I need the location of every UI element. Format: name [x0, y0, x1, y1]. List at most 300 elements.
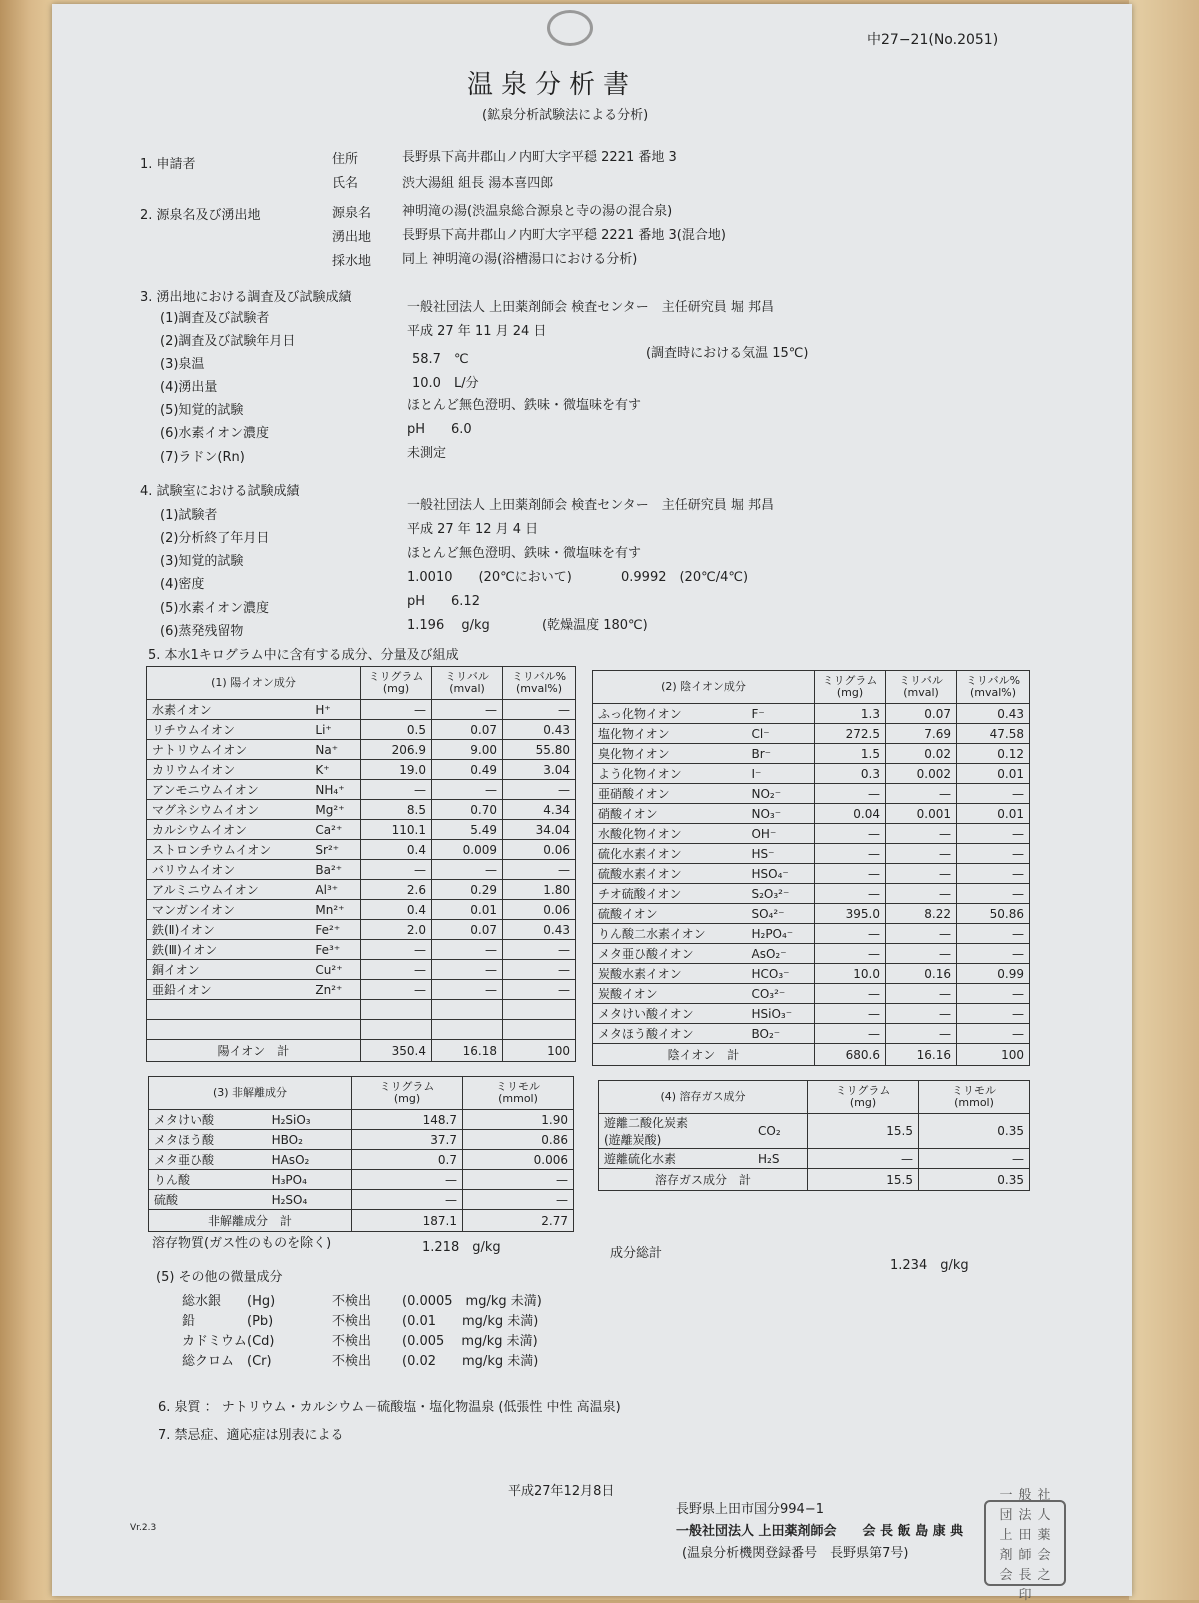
s3-item-key: (1)調査及び試験者 [160, 311, 270, 326]
anion-row-symbol: H₂PO₄⁻ [746, 924, 814, 944]
anion-row-value: — [815, 824, 886, 844]
nondiss-row-value: 37.7 [352, 1130, 463, 1150]
anion-total-mval: 16.16 [886, 1044, 957, 1066]
anion-row-value: 0.04 [815, 804, 886, 824]
nondiss-row [149, 1110, 574, 1130]
seal-character: 之 [1037, 1567, 1051, 1583]
anion-row-value: 50.86 [957, 904, 1030, 924]
anion-row-name: メタけい酸イオン [593, 1004, 747, 1024]
anion-row-value: 0.16 [886, 964, 957, 984]
section-3-label: 3. 湧出地における調査及び試験成績 [140, 290, 352, 305]
anion-row-value: — [886, 1004, 957, 1024]
anion-header-pct: ミリバル% (mval%) [957, 671, 1030, 704]
page-title: 温泉分析書 [467, 70, 638, 100]
nondiss-row-name: メタ亜ひ酸 [149, 1150, 267, 1170]
nondiss-row-symbol: H₃PO₄ [267, 1170, 352, 1190]
cation-row-symbol: Cu²⁺ [310, 960, 360, 980]
anion-row-value: 0.3 [815, 764, 886, 784]
dissolved-gas-table [598, 1080, 1030, 1191]
nondiss-header-name: (3) 非解離成分 [149, 1077, 352, 1110]
cation-row-value: 8.5 [361, 800, 432, 820]
total-components-label: 成分総計 [610, 1246, 663, 1261]
empty-cell [147, 1020, 311, 1040]
s3-item-key: (2)調査及び試験年月日 [160, 334, 296, 349]
nondiss-row-value: — [463, 1190, 574, 1210]
anion-row-value: — [815, 884, 886, 904]
s4-item-value: ほとんど無色澄明、鉄味・微塩味を有す [407, 546, 642, 561]
cation-row-value: — [432, 700, 503, 720]
cation-row-symbol: H⁺ [310, 700, 360, 720]
anion-row [593, 884, 1030, 904]
anion-row [593, 864, 1030, 884]
anion-row-value: — [886, 784, 957, 804]
seal-character: 印 [1018, 1587, 1032, 1603]
cation-row-value: 1.80 [503, 880, 576, 900]
trace-limit: (0.005 mg/kg 未満) [402, 1334, 538, 1349]
anion-row-value: — [957, 984, 1030, 1004]
cation-row-value: — [432, 980, 503, 1000]
s3-item-key: (5)知覚的試験 [160, 403, 244, 418]
nondiss-row-name: メタほう酸 [149, 1130, 267, 1150]
nondiss-row-symbol: H₂SO₄ [267, 1190, 352, 1210]
trace-element-symbol: (Cr) [247, 1354, 272, 1369]
cation-row-value: — [503, 700, 576, 720]
gas-row [599, 1114, 1030, 1149]
cation-row-value: 9.00 [432, 740, 503, 760]
s1-address-value: 長野県下高井郡山ノ内町大字平穏 2221 番地 3 [402, 150, 677, 165]
issue-date: 平成27年12月8日 [508, 1484, 615, 1499]
cation-total-mg: 350.4 [361, 1040, 432, 1062]
nondiss-total-label: 非解離成分 計 [149, 1210, 352, 1232]
anion-row-name: チオ硫酸イオン [593, 884, 747, 904]
anion-row [593, 924, 1030, 944]
s4-item-key: (1)試験者 [160, 508, 218, 523]
anion-row-value: — [815, 984, 886, 1004]
cation-row-symbol: K⁺ [310, 760, 360, 780]
anion-row [593, 764, 1030, 784]
cation-row-value: — [503, 860, 576, 880]
anion-row-name: 硝酸イオン [593, 804, 747, 824]
nondiss-row-name: 硫酸 [149, 1190, 267, 1210]
cation-row-value: — [503, 960, 576, 980]
cation-row-value: 3.04 [503, 760, 576, 780]
s4-item-key: (2)分析終了年月日 [160, 531, 270, 546]
anion-row [593, 944, 1030, 964]
anion-row-value: — [886, 944, 957, 964]
s4-item-key: (5)水素イオン濃度 [160, 601, 270, 616]
cation-row-value: — [361, 860, 432, 880]
nondiss-row [149, 1190, 574, 1210]
seal-character: 一 [999, 1487, 1013, 1503]
gas-row-value: 15.5 [808, 1114, 919, 1149]
cation-empty-row [147, 1020, 576, 1040]
trace-element-symbol: (Hg) [247, 1294, 276, 1309]
anion-row-name: メタ亜ひ酸イオン [593, 944, 747, 964]
gas-total-mg: 15.5 [808, 1169, 919, 1191]
trace-result: 不検出 [332, 1294, 372, 1309]
gas-total-mmol: 0.35 [919, 1169, 1030, 1191]
s3-item-key: (3)泉温 [160, 357, 205, 372]
issuer-organization: 一般社団法人 上田薬剤師会 会 長 飯 島 康 典 [676, 1524, 964, 1539]
trace-result: 不検出 [332, 1314, 372, 1329]
cation-row-value: 0.5 [361, 720, 432, 740]
cation-row-value: — [361, 780, 432, 800]
anion-row-name: 臭化物イオン [593, 744, 747, 764]
anion-row-value: — [957, 944, 1030, 964]
cation-row-value: 0.01 [432, 900, 503, 920]
anion-row-value: 0.02 [886, 744, 957, 764]
anion-row-value: — [815, 844, 886, 864]
gas-total-label: 溶存ガス成分 計 [599, 1169, 808, 1191]
s3-item-value: 平成 27 年 11 月 24 日 [407, 324, 547, 339]
seal-character: 剤 [999, 1547, 1013, 1563]
anion-row-value: 0.01 [957, 764, 1030, 784]
cation-row-symbol: Na⁺ [310, 740, 360, 760]
anion-row-name: ふっ化物イオン [593, 704, 747, 724]
cation-row-name: リチウムイオン [147, 720, 311, 740]
seal-character: 般 [1018, 1487, 1032, 1503]
seal-character: 上 [999, 1527, 1013, 1543]
cation-row-name: マグネシウムイオン [147, 800, 311, 820]
anion-row-name: 亜硝酸イオン [593, 784, 747, 804]
official-seal-stamp [984, 1487, 1066, 1603]
anion-row-value: — [957, 824, 1030, 844]
anion-row-value: — [886, 984, 957, 1004]
cation-row-value: 4.34 [503, 800, 576, 820]
cation-row-value: 0.70 [432, 800, 503, 820]
cation-row-symbol: NH₄⁺ [310, 780, 360, 800]
anion-row-value: — [957, 844, 1030, 864]
anion-row-value: 0.99 [957, 964, 1030, 984]
dissolved-matter-value: 1.218 g/kg [422, 1240, 501, 1255]
anion-row-symbol: CO₃²⁻ [746, 984, 814, 1004]
anion-row-value: 47.58 [957, 724, 1030, 744]
cation-row-value: 34.04 [503, 820, 576, 840]
anion-row [593, 724, 1030, 744]
s3-item-value: ほとんど無色澄明、鉄味・微塩味を有す [407, 398, 642, 413]
cation-row-value: 0.07 [432, 920, 503, 940]
anion-row-value: 0.43 [957, 704, 1030, 724]
cation-row [147, 760, 576, 780]
cation-row-name: 鉄(Ⅱ)イオン [147, 920, 311, 940]
anion-row [593, 964, 1030, 984]
cation-row-value: 0.49 [432, 760, 503, 780]
document-number: 中27−21(No.2051) [867, 32, 999, 48]
nondiss-row-value: — [463, 1170, 574, 1190]
cation-row [147, 960, 576, 980]
anion-header-mg: ミリグラム (mg) [815, 671, 886, 704]
cation-row-symbol: Mg²⁺ [310, 800, 360, 820]
cation-row [147, 820, 576, 840]
anion-row-value: — [815, 864, 886, 884]
anion-row-value: — [886, 864, 957, 884]
anion-row-value: — [815, 1024, 886, 1044]
trace-element-name: 総水銀 [182, 1294, 222, 1309]
s4-item-value: 平成 27 年 12 月 4 日 [407, 522, 539, 537]
cation-row-value: — [503, 780, 576, 800]
section-1-label: 1. 申請者 [140, 157, 196, 172]
anion-header-mval: ミリバル (mval) [886, 671, 957, 704]
cation-row-name: 鉄(Ⅲ)イオン [147, 940, 311, 960]
anion-row-value: — [886, 924, 957, 944]
trace-limit: (0.0005 mg/kg 未満) [402, 1294, 542, 1309]
cation-row-value: 0.4 [361, 840, 432, 860]
anion-row-value: 0.12 [957, 744, 1030, 764]
anion-row-symbol: NO₂⁻ [746, 784, 814, 804]
empty-cell [147, 1000, 311, 1020]
s3-item-value: pH 6.0 [407, 422, 472, 437]
document-sheet [52, 4, 1132, 1603]
anion-row-name: 硫酸水素イオン [593, 864, 747, 884]
nondiss-row [149, 1150, 574, 1170]
cation-row-value: 206.9 [361, 740, 432, 760]
anion-row-value: — [957, 1024, 1030, 1044]
gas-header-name: (4) 溶存ガス成分 [599, 1081, 808, 1114]
gas-row-value: 0.35 [919, 1114, 1030, 1149]
cation-row-symbol: Zn²⁺ [310, 980, 360, 1000]
cation-header-pct: ミリバル% (mval%) [503, 667, 576, 700]
section-7-note: 7. 禁忌症、適応症は別表による [158, 1428, 344, 1443]
cation-row-value: — [361, 700, 432, 720]
s4-item-value: 1.196 g/kg [407, 618, 490, 633]
s1-name-value: 渋大湯組 組長 湯本喜四郎 [402, 176, 554, 191]
anion-row-symbol: BO₂⁻ [746, 1024, 814, 1044]
cation-rows [147, 700, 576, 1040]
anion-row [593, 824, 1030, 844]
cation-row [147, 800, 576, 820]
cation-row-value: 0.06 [503, 900, 576, 920]
section-5-label: 5. 本水1キログラム中に含有する成分、分量及び組成 [148, 648, 459, 663]
anion-row-value: 10.0 [815, 964, 886, 984]
anion-row [593, 1024, 1030, 1044]
s2-spring-value: 長野県下高井郡山ノ内町大字平穏 2221 番地 3(混合地) [402, 228, 726, 243]
anion-row-name: 炭酸イオン [593, 984, 747, 1004]
cation-row-value: 19.0 [361, 760, 432, 780]
trace-limit: (0.01 mg/kg 未満) [402, 1314, 539, 1329]
empty-cell [310, 1000, 360, 1020]
nondiss-row-name: りん酸 [149, 1170, 267, 1190]
anion-row-value: 0.07 [886, 704, 957, 724]
cation-row [147, 840, 576, 860]
anion-row [593, 844, 1030, 864]
cation-table [146, 666, 576, 1062]
cation-row-value: 0.4 [361, 900, 432, 920]
cation-row-value: 2.0 [361, 920, 432, 940]
nondiss-row-value: 1.90 [463, 1110, 574, 1130]
anion-row-symbol: HSO₄⁻ [746, 864, 814, 884]
cation-row-symbol: Ca²⁺ [310, 820, 360, 840]
cation-row-value: 55.80 [503, 740, 576, 760]
anion-row-name: りん酸二水素イオン [593, 924, 747, 944]
nondiss-total-mg: 187.1 [352, 1210, 463, 1232]
seal-character: 薬 [1037, 1527, 1051, 1543]
trace-result: 不検出 [332, 1334, 372, 1349]
cation-total-pct: 100 [503, 1040, 576, 1062]
s2-source-key: 源泉名 [332, 206, 372, 221]
s4-item-value: 一般社団法人 上田薬剤師会 検査センター 主任研究員 堀 邦昌 [407, 498, 775, 513]
s4-item-key: (4)密度 [160, 577, 205, 592]
nondiss-row-symbol: H₂SiO₃ [267, 1110, 352, 1130]
seal-character: 田 [1018, 1527, 1032, 1543]
cation-total-label: 陽イオン 計 [147, 1040, 361, 1062]
empty-cell [432, 1020, 503, 1040]
anion-row-value: — [886, 824, 957, 844]
cation-row-value: 0.07 [432, 720, 503, 740]
total-components-value: 1.234 g/kg [890, 1258, 969, 1273]
cation-row-name: アルミニウムイオン [147, 880, 311, 900]
anion-row-value: 8.22 [886, 904, 957, 924]
anion-row-value: 272.5 [815, 724, 886, 744]
anion-row-symbol: Br⁻ [746, 744, 814, 764]
anion-row-symbol: HSiO₃⁻ [746, 1004, 814, 1024]
cation-row [147, 700, 576, 720]
anion-row-value: — [815, 924, 886, 944]
cation-row-value: — [432, 780, 503, 800]
s4-item-key: (3)知覚的試験 [160, 554, 244, 569]
anion-row-name: 硫酸イオン [593, 904, 747, 924]
s2-sample-key: 採水地 [332, 254, 372, 269]
anion-row-value: 0.001 [886, 804, 957, 824]
anion-row [593, 804, 1030, 824]
anion-row [593, 1004, 1030, 1024]
anion-row-symbol: OH⁻ [746, 824, 814, 844]
s1-name-key: 氏名 [332, 176, 359, 191]
s3-item-value: 58.7 ℃ [412, 352, 469, 367]
cation-row [147, 720, 576, 740]
cation-row [147, 880, 576, 900]
anion-row-value: — [886, 844, 957, 864]
registration-number: (温泉分析機関登録番号 長野県第7号) [682, 1546, 909, 1561]
cation-row-value: 5.49 [432, 820, 503, 840]
anion-total-pct: 100 [957, 1044, 1030, 1066]
cation-row-name: 水素イオン [147, 700, 311, 720]
cation-row-value: — [503, 940, 576, 960]
cation-row-value: — [432, 960, 503, 980]
gas-header-mg: ミリグラム (mg) [808, 1081, 919, 1114]
nondiss-row [149, 1170, 574, 1190]
s3-temperature-note: (調査時における気温 15℃) [646, 346, 809, 361]
cation-row-name: カルシウムイオン [147, 820, 311, 840]
trace-element-name: カドミウム [182, 1334, 247, 1349]
s4-item-value: pH 6.12 [407, 594, 480, 609]
anion-row-symbol: I⁻ [746, 764, 814, 784]
anion-header-name: (2) 陰イオン成分 [593, 671, 815, 704]
anion-row-value: 1.5 [815, 744, 886, 764]
gas-row [599, 1149, 1030, 1169]
cation-row [147, 920, 576, 940]
cation-row-value: 0.43 [503, 920, 576, 940]
s4-density-20-4: 0.9992 (20℃/4℃) [621, 570, 749, 585]
section-6-quality: 6. 泉質 ： ナトリウム・カルシウム－硫酸塩・塩化物温泉 (低張性 中性 高温泉) [158, 1400, 621, 1415]
cation-row-symbol: Sr²⁺ [310, 840, 360, 860]
anion-row-value: 1.3 [815, 704, 886, 724]
seal-character: 社 [1037, 1487, 1051, 1503]
anion-row [593, 704, 1030, 724]
s2-sample-value: 同上 神明滝の湯(浴槽湯口における分析) [402, 252, 638, 267]
trace-element-symbol: (Pb) [247, 1314, 274, 1329]
s4-residue-note: (乾燥温度 180℃) [542, 618, 648, 633]
trace-element-name: 総クロム [182, 1354, 235, 1369]
seal-character: 法 [1018, 1507, 1032, 1523]
trace-element-symbol: (Cd) [247, 1334, 275, 1349]
anion-row-value: — [815, 784, 886, 804]
cation-row-name: ナトリウムイオン [147, 740, 311, 760]
seal-character: 会 [1037, 1547, 1051, 1563]
anion-row-name: よう化物イオン [593, 764, 747, 784]
nondiss-header-mg: ミリグラム (mg) [352, 1077, 463, 1110]
anion-row-value: — [957, 784, 1030, 804]
cation-row-name: ストロンチウムイオン [147, 840, 311, 860]
nondiss-row-value: 0.7 [352, 1150, 463, 1170]
anion-total-label: 陰イオン 計 [593, 1044, 815, 1066]
cation-row-symbol: Al³⁺ [310, 880, 360, 900]
anion-row-name: 炭酸水素イオン [593, 964, 747, 984]
gas-row-symbol: H₂S [753, 1149, 808, 1169]
wooden-frame-right [1129, 0, 1199, 1600]
cation-header-name: (1) 陽イオン成分 [147, 667, 361, 700]
seal-character: 人 [1037, 1507, 1051, 1523]
nondiss-row-symbol: HAsO₂ [267, 1150, 352, 1170]
s3-item-key: (4)湧出量 [160, 380, 218, 395]
seal-character: 会 [999, 1567, 1013, 1583]
anion-row-value: — [815, 944, 886, 964]
gas-row-symbol: CO₂ [753, 1114, 808, 1149]
issuer-address: 長野県上田市国分994−1 [676, 1502, 824, 1517]
anion-row [593, 984, 1030, 1004]
anion-row [593, 904, 1030, 924]
gas-row-value: — [919, 1149, 1030, 1169]
nondiss-row [149, 1130, 574, 1150]
cation-row [147, 780, 576, 800]
anion-table [592, 670, 1030, 1066]
nondiss-row-value: — [352, 1190, 463, 1210]
cation-row-value: — [361, 960, 432, 980]
version-label: Vr.2.3 [130, 1523, 157, 1533]
empty-cell [503, 1020, 576, 1040]
anion-row-value: — [886, 1024, 957, 1044]
cation-row-symbol: Fe²⁺ [310, 920, 360, 940]
gas-row-name: 遊離二酸化炭素 (遊離炭酸) [599, 1114, 754, 1149]
cation-row-symbol: Mn²⁺ [310, 900, 360, 920]
anion-row-value: 395.0 [815, 904, 886, 924]
anion-row-symbol: NO₃⁻ [746, 804, 814, 824]
empty-cell [310, 1020, 360, 1040]
s4-item-value: 1.0010 (20℃において) [407, 570, 572, 585]
cation-row-name: カリウムイオン [147, 760, 311, 780]
anion-row-value: 0.002 [886, 764, 957, 784]
anion-row-value: 0.01 [957, 804, 1030, 824]
cation-row-value: — [361, 980, 432, 1000]
nondiss-row-symbol: HBO₂ [267, 1130, 352, 1150]
anion-row-value: — [957, 884, 1030, 904]
anion-row [593, 744, 1030, 764]
cation-row-value: — [361, 940, 432, 960]
cation-header-mval: ミリバル (mval) [432, 667, 503, 700]
s2-spring-key: 湧出地 [332, 230, 372, 245]
nondiss-row-value: 148.7 [352, 1110, 463, 1130]
s3-item-value: 一般社団法人 上田薬剤師会 検査センター 主任研究員 堀 邦昌 [407, 300, 775, 315]
empty-cell [432, 1000, 503, 1020]
cation-row-value: — [432, 860, 503, 880]
anion-row-name: メタほう酸イオン [593, 1024, 747, 1044]
cation-row-value: 0.06 [503, 840, 576, 860]
seal-character: 師 [1018, 1547, 1032, 1563]
anion-row-symbol: HS⁻ [746, 844, 814, 864]
cation-row-name: 銅イオン [147, 960, 311, 980]
anion-row-symbol: F⁻ [746, 704, 814, 724]
cation-row-name: バリウムイオン [147, 860, 311, 880]
cation-row-symbol: Ba²⁺ [310, 860, 360, 880]
